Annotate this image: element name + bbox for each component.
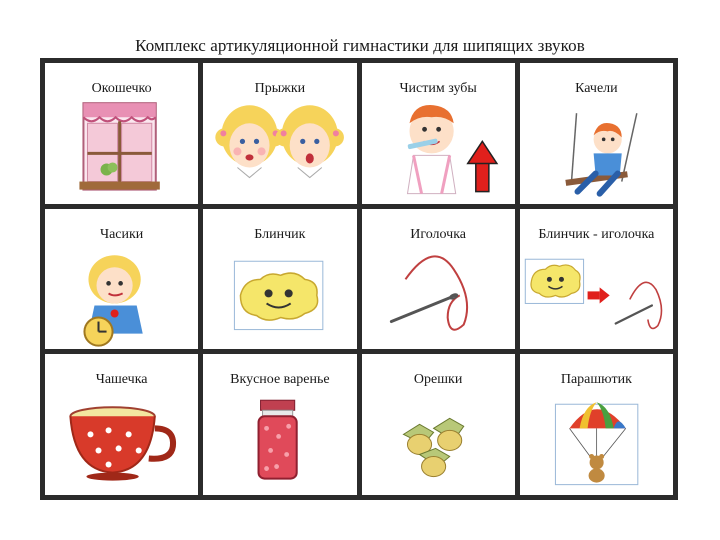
- exercise-grid: [40, 58, 678, 500]
- card-chistim-zuby: [362, 63, 515, 204]
- card-label: Вкусное варенье: [230, 372, 330, 388]
- card-chasiki: [45, 209, 198, 350]
- clock-girl-illustration: [45, 209, 198, 350]
- card-label: Иголочка: [410, 226, 467, 242]
- card-label: Чистим зубы: [399, 81, 477, 96]
- card-pryzhki: [203, 63, 356, 204]
- card-label: Парашютик: [560, 372, 632, 388]
- jam-jar-illustration: [203, 354, 356, 495]
- page-title: Комплекс артикуляционной гимнастики для шипящих звуков: [135, 36, 585, 55]
- card-kacheli: [520, 63, 673, 204]
- card-label: Блинчик: [254, 226, 306, 242]
- card-blinchik-igolochka: [520, 209, 673, 350]
- card-oreshki: [362, 354, 515, 495]
- cup-illustration: [45, 354, 198, 495]
- card-label: Качели: [575, 81, 618, 96]
- needle-illustration: [362, 209, 515, 350]
- card-label: Чашечка: [95, 372, 148, 388]
- card-blinchik: [203, 209, 356, 350]
- card-parashyutik: [520, 354, 673, 495]
- card-chashechka: [45, 354, 198, 495]
- pancake-needle-illustration: [520, 209, 673, 350]
- card-label: Окошечко: [91, 81, 152, 96]
- card-label: Блинчик - иголочка: [538, 226, 655, 242]
- pancake-illustration: [203, 209, 356, 350]
- brushing-teeth-illustration: [362, 63, 515, 204]
- parachute-illustration: [520, 354, 673, 495]
- swing-illustration: [520, 63, 673, 204]
- card-label: Орешки: [413, 372, 463, 388]
- card-vkusnoe-varenye: [203, 354, 356, 495]
- jumping-girls-illustration: [203, 63, 356, 204]
- card-label: Часики: [99, 226, 144, 242]
- window-illustration: [45, 63, 198, 204]
- card-label: Прыжки: [254, 81, 306, 96]
- card-okoshechko: [45, 63, 198, 204]
- nuts-illustration: [362, 354, 515, 495]
- card-igolochka: [362, 209, 515, 350]
